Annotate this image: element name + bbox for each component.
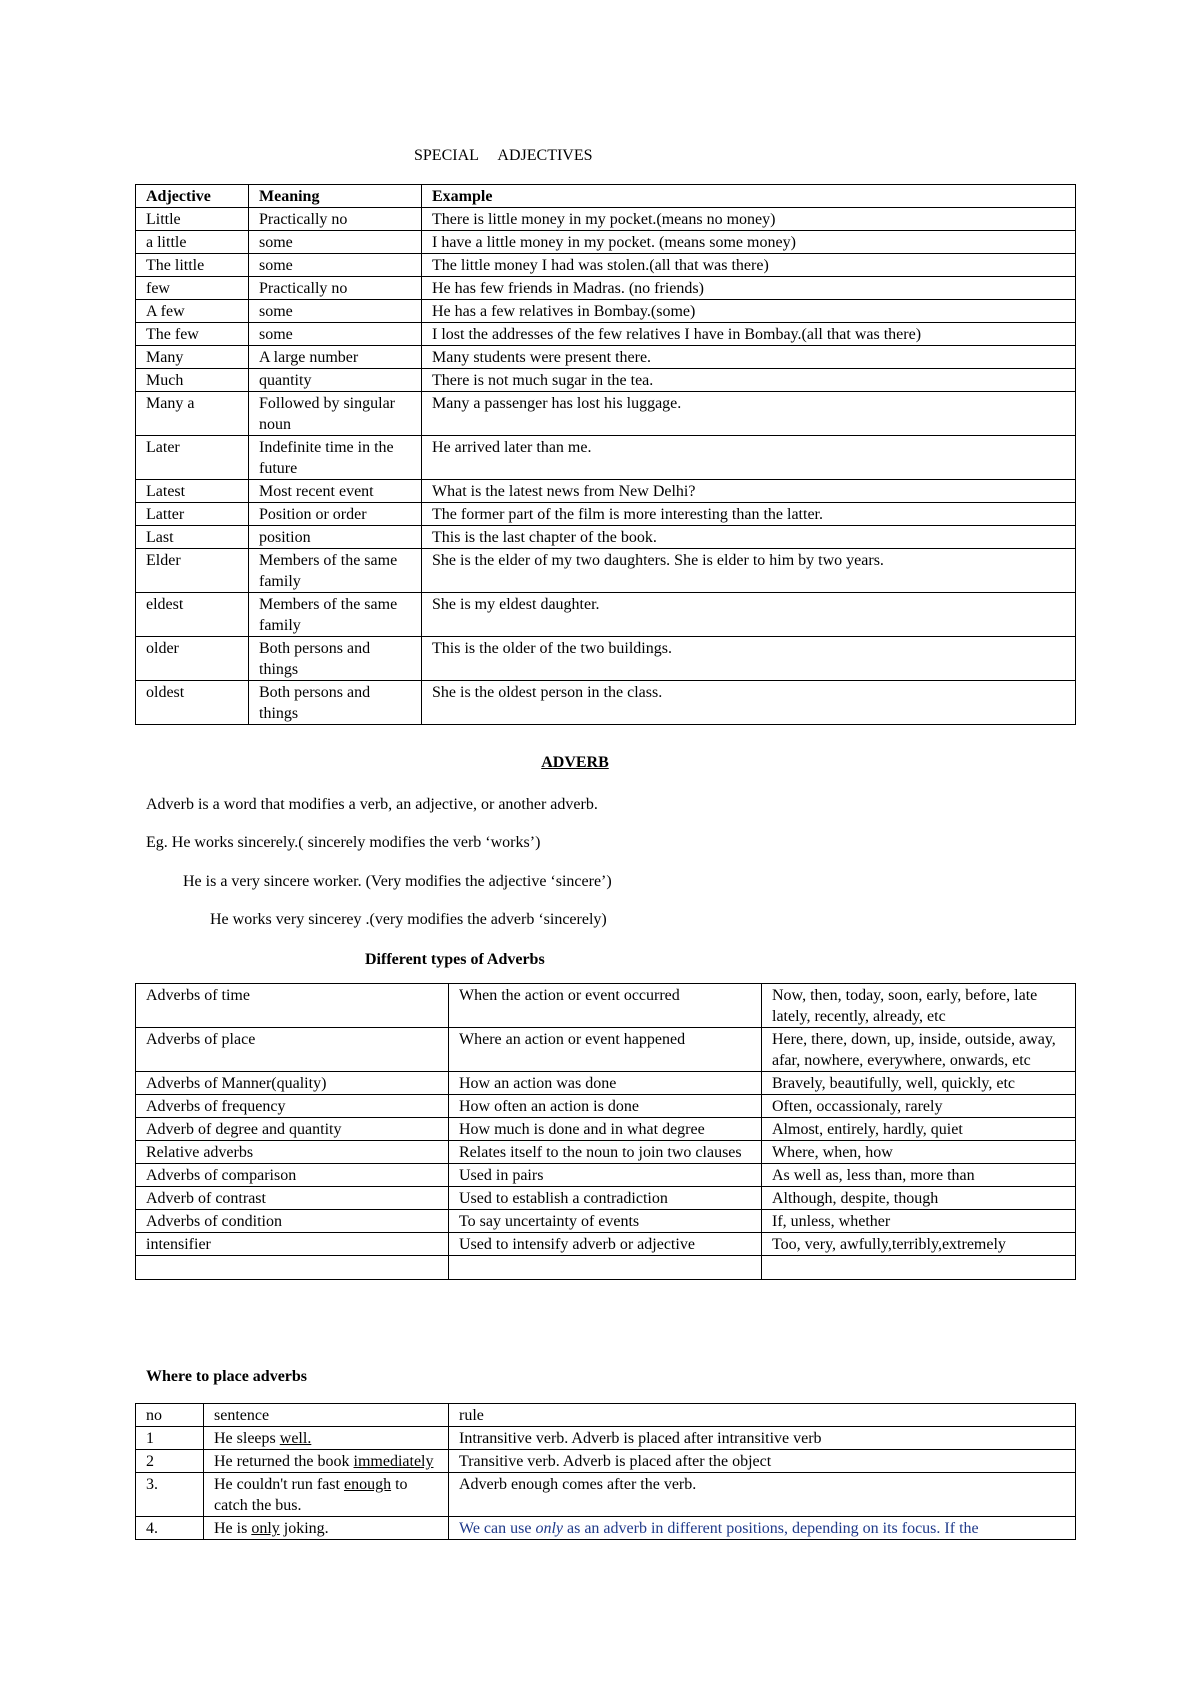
sentence-text: He couldn't run fast bbox=[214, 1476, 344, 1493]
column-header: Example bbox=[422, 185, 1076, 208]
table-row bbox=[136, 254, 1076, 277]
underlined-adverb: well. bbox=[279, 1430, 312, 1447]
adverb-example-1: Eg. He works sincerely.( sincerely modifies the verb ‘works’) bbox=[146, 834, 541, 851]
rule-cell: Adverb enough comes after the verb. bbox=[449, 1473, 1076, 1517]
table-cell: Although, despite, though bbox=[762, 1187, 1076, 1210]
table-cell: Adverbs of Manner(quality) bbox=[136, 1072, 449, 1095]
sentence-text: to catch the bus. bbox=[214, 1476, 408, 1514]
table-cell: Both persons and things bbox=[249, 681, 422, 725]
table-cell: There is little money in my pocket.(means no money) bbox=[422, 208, 1076, 231]
table-cell: older bbox=[136, 637, 249, 681]
table-row bbox=[136, 1072, 1076, 1095]
table-row bbox=[136, 1233, 1076, 1256]
table-cell: quantity bbox=[249, 369, 422, 392]
table-cell: Followed by singular noun bbox=[249, 392, 422, 436]
table-cell: Bravely, beautifully, well, quickly, etc bbox=[762, 1072, 1076, 1095]
table-cell: Many students were present there. bbox=[422, 346, 1076, 369]
table-cell: Adverbs of time bbox=[136, 984, 449, 1028]
table-cell: some bbox=[249, 231, 422, 254]
adverb-heading: ADVERB bbox=[541, 754, 609, 771]
table-cell: Later bbox=[136, 436, 249, 480]
sentence-cell bbox=[204, 1473, 449, 1517]
table-cell: A few bbox=[136, 300, 249, 323]
table-row bbox=[136, 1095, 1076, 1118]
adverb-example-3: He works very sincerey .(very modifies the adverb ‘sincerely) bbox=[210, 911, 607, 928]
row-number: 2 bbox=[136, 1450, 204, 1473]
adverb-placement-table bbox=[135, 1403, 1076, 1540]
row-number: 1 bbox=[136, 1427, 204, 1450]
table-cell: Often, occassionaly, rarely bbox=[762, 1095, 1076, 1118]
table-cell: Latter bbox=[136, 503, 249, 526]
table-row bbox=[136, 503, 1076, 526]
table-cell: some bbox=[249, 300, 422, 323]
table-cell: some bbox=[249, 254, 422, 277]
sentence-text: He returned the book bbox=[214, 1453, 354, 1470]
table-row bbox=[136, 392, 1076, 436]
underlined-adverb: enough bbox=[343, 1476, 392, 1493]
rule-emphasis: only bbox=[535, 1520, 563, 1537]
table-row bbox=[136, 637, 1076, 681]
column-header: rule bbox=[449, 1404, 1076, 1427]
table-cell bbox=[449, 1256, 762, 1280]
table-cell: Adverbs of condition bbox=[136, 1210, 449, 1233]
table-row bbox=[136, 1187, 1076, 1210]
adverb-example-2: He is a very sincere worker. (Very modifies the adjective ‘sincere’) bbox=[183, 873, 612, 890]
table-row bbox=[136, 593, 1076, 637]
table-cell: The little money I had was stolen.(all that was there) bbox=[422, 254, 1076, 277]
table-cell: Relative adverbs bbox=[136, 1141, 449, 1164]
table-cell: What is the latest news from New Delhi? bbox=[422, 480, 1076, 503]
table-row bbox=[136, 208, 1076, 231]
table-cell: Adverbs of frequency bbox=[136, 1095, 449, 1118]
table-cell: A large number bbox=[249, 346, 422, 369]
row-number: 4. bbox=[136, 1517, 204, 1540]
table-row bbox=[136, 1450, 1076, 1473]
adverb-definition: Adverb is a word that modifies a verb, an adjective, or another adverb. bbox=[146, 796, 598, 813]
table-cell: Little bbox=[136, 208, 249, 231]
column-header: sentence bbox=[204, 1404, 449, 1427]
table-cell: Too, very, awfully,terribly,extremely bbox=[762, 1233, 1076, 1256]
table-row bbox=[136, 1473, 1076, 1517]
table-cell: Almost, entirely, hardly, quiet bbox=[762, 1118, 1076, 1141]
table-cell: I have a little money in my pocket. (means some money) bbox=[422, 231, 1076, 254]
table-cell: Members of the same family bbox=[249, 549, 422, 593]
table-cell: There is not much sugar in the tea. bbox=[422, 369, 1076, 392]
table-row bbox=[136, 1517, 1076, 1540]
rule-cell: Intransitive verb. Adverb is placed after intransitive verb bbox=[449, 1427, 1076, 1450]
column-header: Meaning bbox=[249, 185, 422, 208]
table-cell: This is the older of the two buildings. bbox=[422, 637, 1076, 681]
adverb-types-table bbox=[135, 983, 1076, 1280]
table-cell: The little bbox=[136, 254, 249, 277]
page-title: SPECIAL ADJECTIVES bbox=[414, 147, 593, 164]
table-cell: Last bbox=[136, 526, 249, 549]
table-cell: Where an action or event happened bbox=[449, 1028, 762, 1072]
table-cell: If, unless, whether bbox=[762, 1210, 1076, 1233]
table-row bbox=[136, 681, 1076, 725]
table-row bbox=[136, 369, 1076, 392]
table-cell: This is the last chapter of the book. bbox=[422, 526, 1076, 549]
table-cell: Most recent event bbox=[249, 480, 422, 503]
rule-cell: Transitive verb. Adverb is placed after the object bbox=[449, 1450, 1076, 1473]
table-cell: He has few friends in Madras. (no friends) bbox=[422, 277, 1076, 300]
column-header: Adjective bbox=[136, 185, 249, 208]
table-row bbox=[136, 277, 1076, 300]
table-cell: How an action was done bbox=[449, 1072, 762, 1095]
table-cell: To say uncertainty of events bbox=[449, 1210, 762, 1233]
table-cell: Many bbox=[136, 346, 249, 369]
table-cell: Relates itself to the noun to join two clauses bbox=[449, 1141, 762, 1164]
table-row bbox=[136, 231, 1076, 254]
table-row bbox=[136, 323, 1076, 346]
table-cell: How often an action is done bbox=[449, 1095, 762, 1118]
table-cell: As well as, less than, more than bbox=[762, 1164, 1076, 1187]
sentence-cell bbox=[204, 1517, 449, 1540]
underlined-adverb: immediately bbox=[353, 1453, 434, 1470]
table-cell: Position or order bbox=[249, 503, 422, 526]
table-row bbox=[136, 1164, 1076, 1187]
table-row bbox=[136, 300, 1076, 323]
table-cell: I lost the addresses of the few relatives I have in Bombay.(all that was there) bbox=[422, 323, 1076, 346]
table-cell: She is my eldest daughter. bbox=[422, 593, 1076, 637]
table-cell bbox=[762, 1256, 1076, 1280]
column-header: no bbox=[136, 1404, 204, 1427]
table-row bbox=[136, 1210, 1076, 1233]
table-cell bbox=[136, 1256, 449, 1280]
table-cell: Both persons and things bbox=[249, 637, 422, 681]
adverb-types-heading: Different types of Adverbs bbox=[365, 951, 545, 968]
table-cell: He has a few relatives in Bombay.(some) bbox=[422, 300, 1076, 323]
table-row bbox=[136, 1256, 1076, 1280]
table-cell: The few bbox=[136, 323, 249, 346]
rule-text: We can use bbox=[459, 1520, 536, 1537]
table-cell: position bbox=[249, 526, 422, 549]
table-row bbox=[136, 984, 1076, 1028]
table-cell: Where, when, how bbox=[762, 1141, 1076, 1164]
row-number: 3. bbox=[136, 1473, 204, 1517]
table-cell: When the action or event occurred bbox=[449, 984, 762, 1028]
table-cell: few bbox=[136, 277, 249, 300]
table-row bbox=[136, 1118, 1076, 1141]
table-cell: Practically no bbox=[249, 277, 422, 300]
table-row bbox=[136, 1427, 1076, 1450]
table-cell: Many a passenger has lost his luggage. bbox=[422, 392, 1076, 436]
table-row bbox=[136, 1141, 1076, 1164]
special-adjectives-table bbox=[135, 184, 1076, 725]
sentence-cell bbox=[204, 1450, 449, 1473]
table-cell: Much bbox=[136, 369, 249, 392]
table-cell: Many a bbox=[136, 392, 249, 436]
table-cell: Used in pairs bbox=[449, 1164, 762, 1187]
table-header-row bbox=[136, 1404, 1076, 1427]
table-row bbox=[136, 346, 1076, 369]
sentence-cell bbox=[204, 1427, 449, 1450]
sentence-text: He sleeps bbox=[214, 1430, 280, 1447]
table-cell: Elder bbox=[136, 549, 249, 593]
table-cell: Adverb of contrast bbox=[136, 1187, 449, 1210]
table-cell: oldest bbox=[136, 681, 249, 725]
table-cell: Here, there, down, up, inside, outside, away, afar, nowhere, everywhere, onwards, etc bbox=[762, 1028, 1076, 1072]
placement-heading: Where to place adverbs bbox=[146, 1368, 308, 1385]
sentence-text: joking. bbox=[279, 1520, 329, 1537]
rule-text: as an adverb in different positions, depending on its focus. If the bbox=[563, 1520, 979, 1537]
table-row bbox=[136, 549, 1076, 593]
table-cell: The former part of the film is more interesting than the latter. bbox=[422, 503, 1076, 526]
table-cell: Adverbs of place bbox=[136, 1028, 449, 1072]
table-row bbox=[136, 436, 1076, 480]
table-row bbox=[136, 526, 1076, 549]
table-row bbox=[136, 1028, 1076, 1072]
table-cell: Now, then, today, soon, early, before, late lately, recently, already, etc bbox=[762, 984, 1076, 1028]
underlined-adverb: only bbox=[251, 1520, 280, 1537]
table-cell: He arrived later than me. bbox=[422, 436, 1076, 480]
table-cell: Members of the same family bbox=[249, 593, 422, 637]
table-cell: Used to intensify adverb or adjective bbox=[449, 1233, 762, 1256]
table-header-row bbox=[136, 185, 1076, 208]
table-cell: some bbox=[249, 323, 422, 346]
table-cell: Adverb of degree and quantity bbox=[136, 1118, 449, 1141]
table-cell: Latest bbox=[136, 480, 249, 503]
sentence-text: He is bbox=[214, 1520, 252, 1537]
table-cell: Used to establish a contradiction bbox=[449, 1187, 762, 1210]
rule-cell bbox=[449, 1517, 1076, 1540]
table-row bbox=[136, 480, 1076, 503]
table-cell: She is the elder of my two daughters. She is elder to him by two years. bbox=[422, 549, 1076, 593]
table-cell: She is the oldest person in the class. bbox=[422, 681, 1076, 725]
table-cell: intensifier bbox=[136, 1233, 449, 1256]
table-cell: Indefinite time in the future bbox=[249, 436, 422, 480]
table-cell: Practically no bbox=[249, 208, 422, 231]
table-cell: How much is done and in what degree bbox=[449, 1118, 762, 1141]
table-cell: a little bbox=[136, 231, 249, 254]
table-cell: eldest bbox=[136, 593, 249, 637]
table-cell: Adverbs of comparison bbox=[136, 1164, 449, 1187]
